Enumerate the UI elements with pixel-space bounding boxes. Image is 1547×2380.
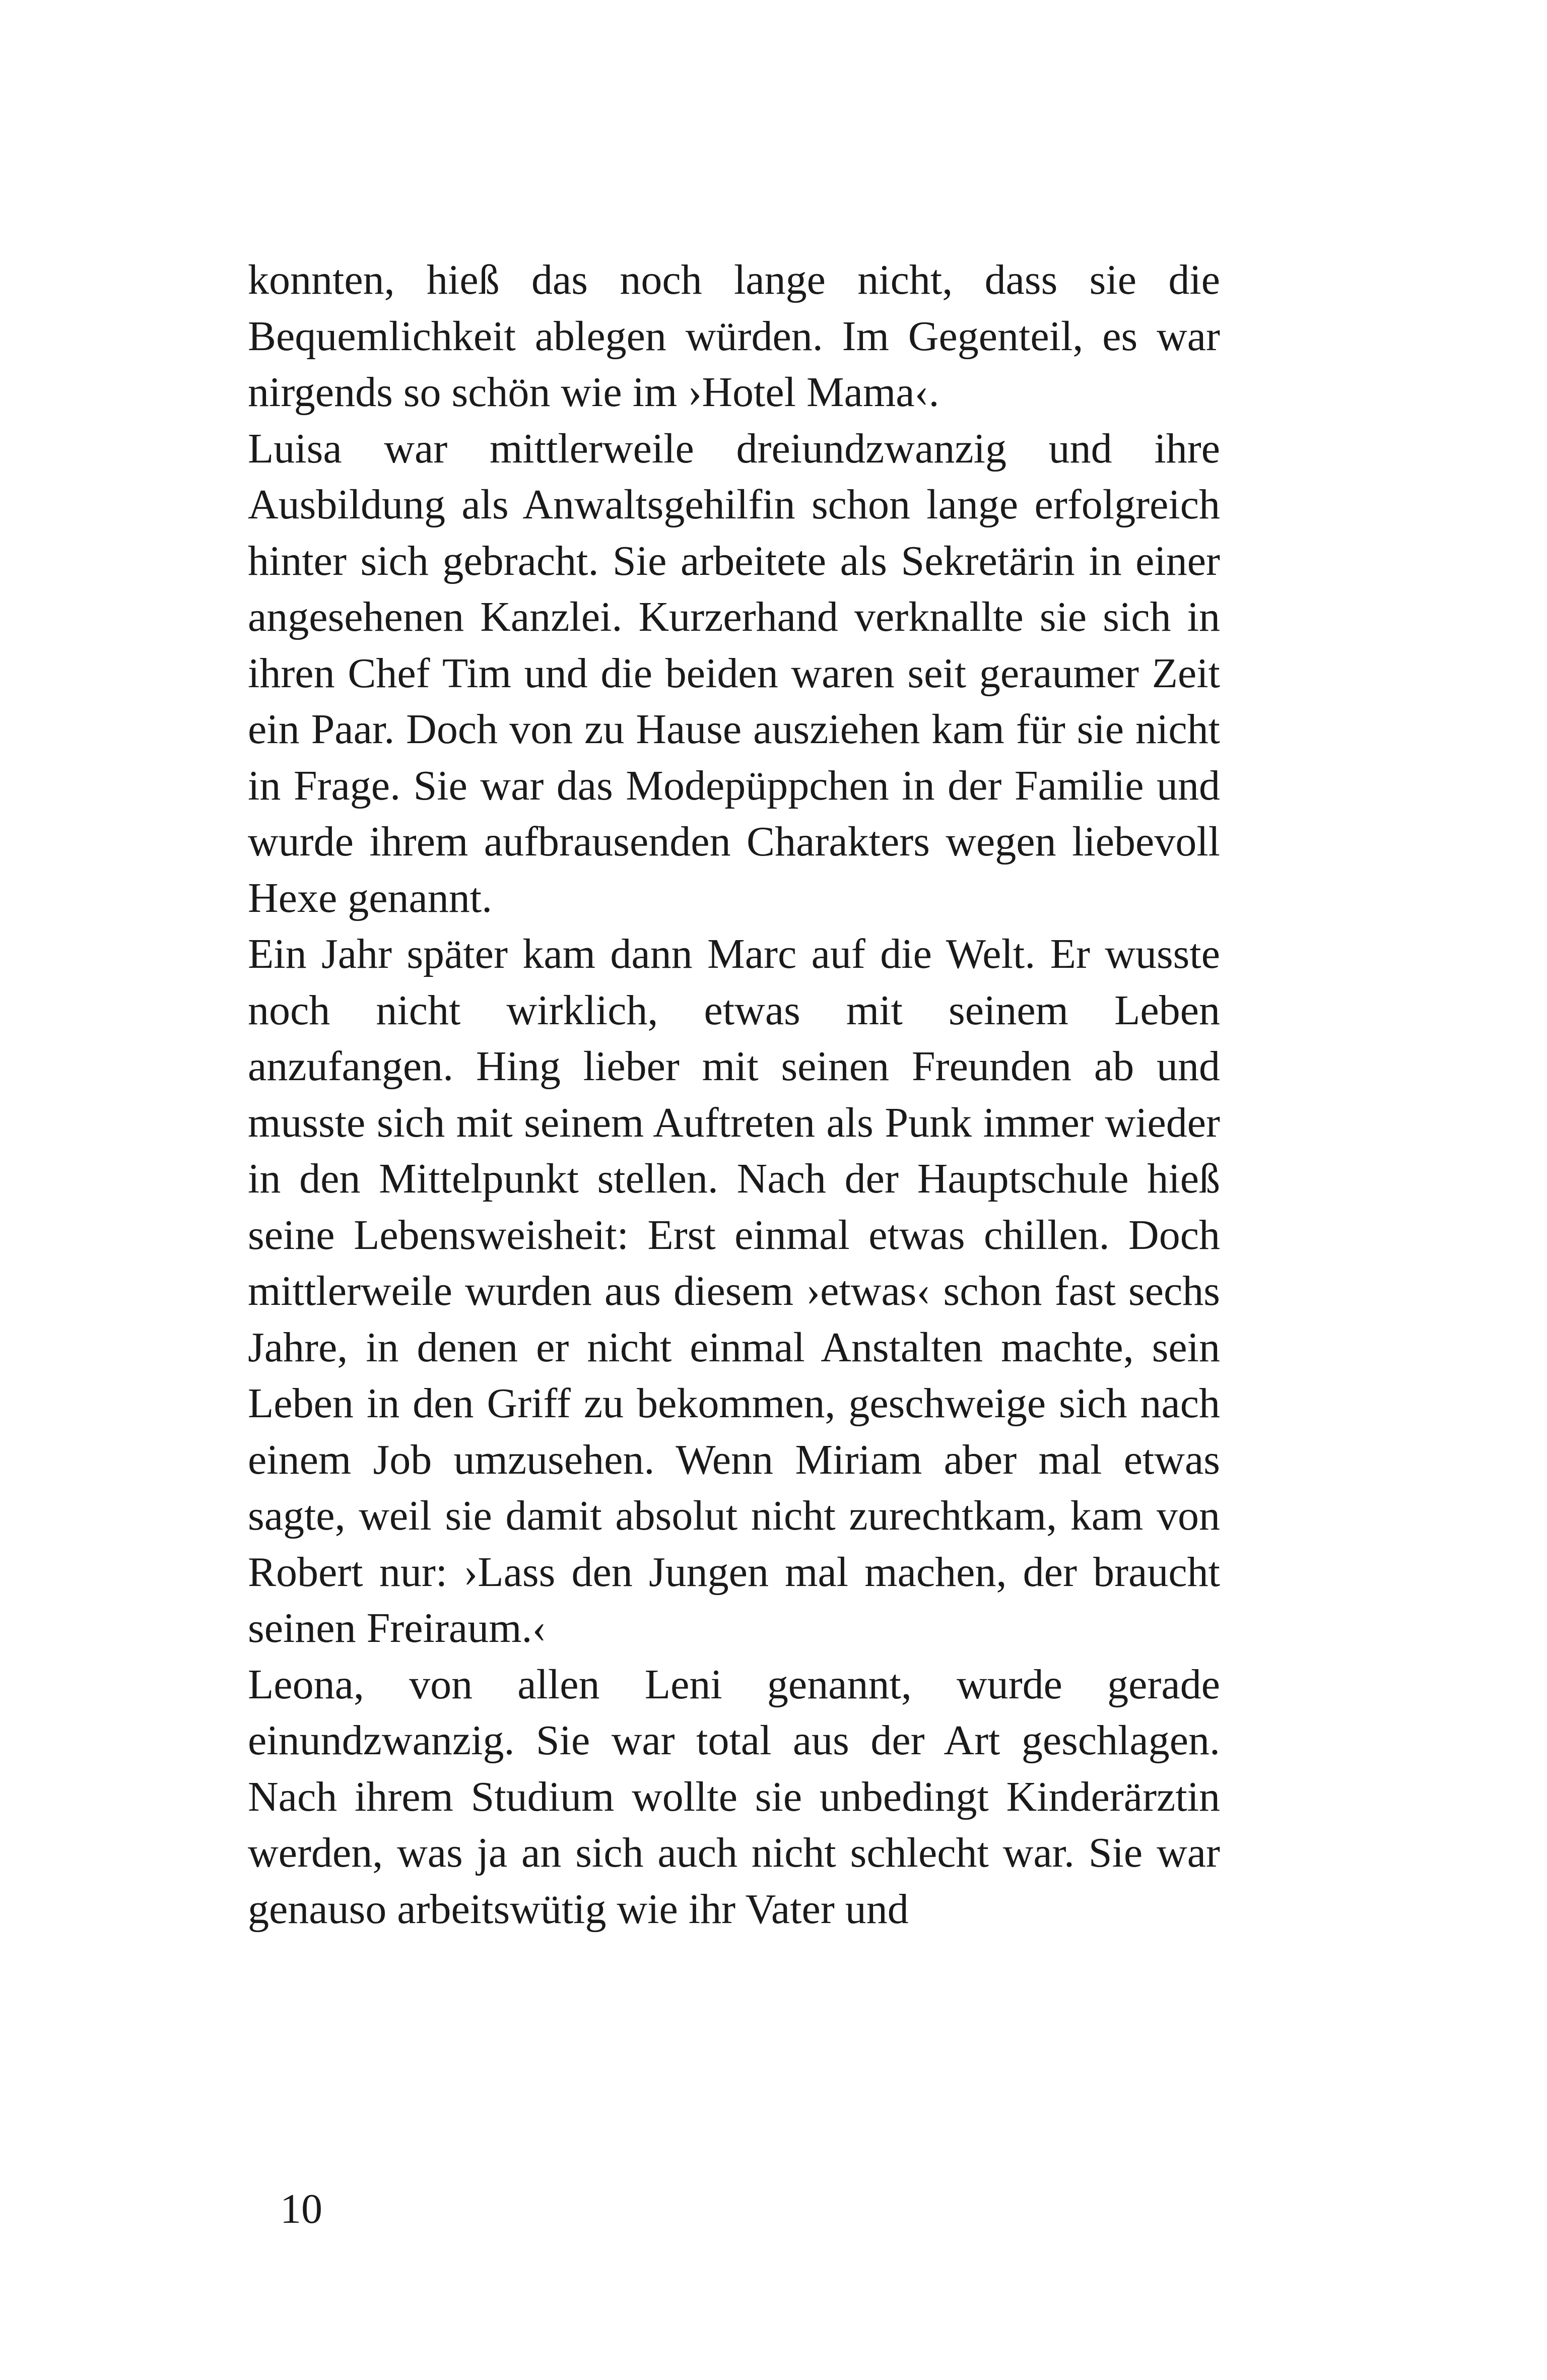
paragraph-2: Luisa war mittlerweile dreiundzwanzig und ihre Ausbildung als Anwaltsgehilfin schon lange erfolgreich hinter sich gebracht. Sie arbeitete als Sekretärin in einer angesehenen Kanzlei. Kurzerhand verknallte sie sich in ihren Chef Tim und die beiden waren seit geraumer Zeit ein Paar. Doch von zu Hause ausziehen kam für sie nicht in Frage. Sie war das Modepüppchen in der Familie und wurde ihrem aufbrausenden Charakters wegen liebevoll Hexe genannt.	[248, 425, 1220, 921]
body-text	[248, 252, 1220, 1937]
paragraph-4: Leona, von allen Leni genannt, wurde gerade einundzwanzig. Sie war total aus der Art geschlagen. Nach ihrem Studium wollte sie unbedingt Kinderärztin werden, was ja an sich auch nicht schlecht war. Sie war genauso arbeitswütig wie ihr Vater und	[248, 1661, 1220, 1933]
paragraph-3: Ein Jahr später kam dann Marc auf die Welt. Er wusste noch nicht wirklich, etwas mit seinem Leben anzufangen. Hing lieber mit seinen Freunden ab und musste sich mit seinem Auftreten als Punk immer wieder in den Mittelpunkt stellen. Nach der Hauptschule hieß seine Lebensweisheit: Erst einmal etwas chillen. Doch mittlerweile wurden aus diesem ›etwas‹ schon fast sechs Jahre, in denen er nicht einmal Anstalten machte, sein Leben in den Griff zu bekommen, geschweige sich nach einem Job umzusehen. Wenn Miriam aber mal etwas sagte, weil sie damit absolut nicht zurechtkam, kam von Robert nur: ›Lass den Jungen mal machen, der braucht seinen Freiraum.‹	[248, 931, 1220, 1651]
page-number: 10	[280, 2186, 322, 2232]
paragraph-1: konnten, hieß das noch lange nicht, dass sie die Bequemlichkeit ablegen würden. Im Gegenteil, es war nirgends so schön wie im ›Hotel Mama‹.	[248, 256, 1220, 416]
